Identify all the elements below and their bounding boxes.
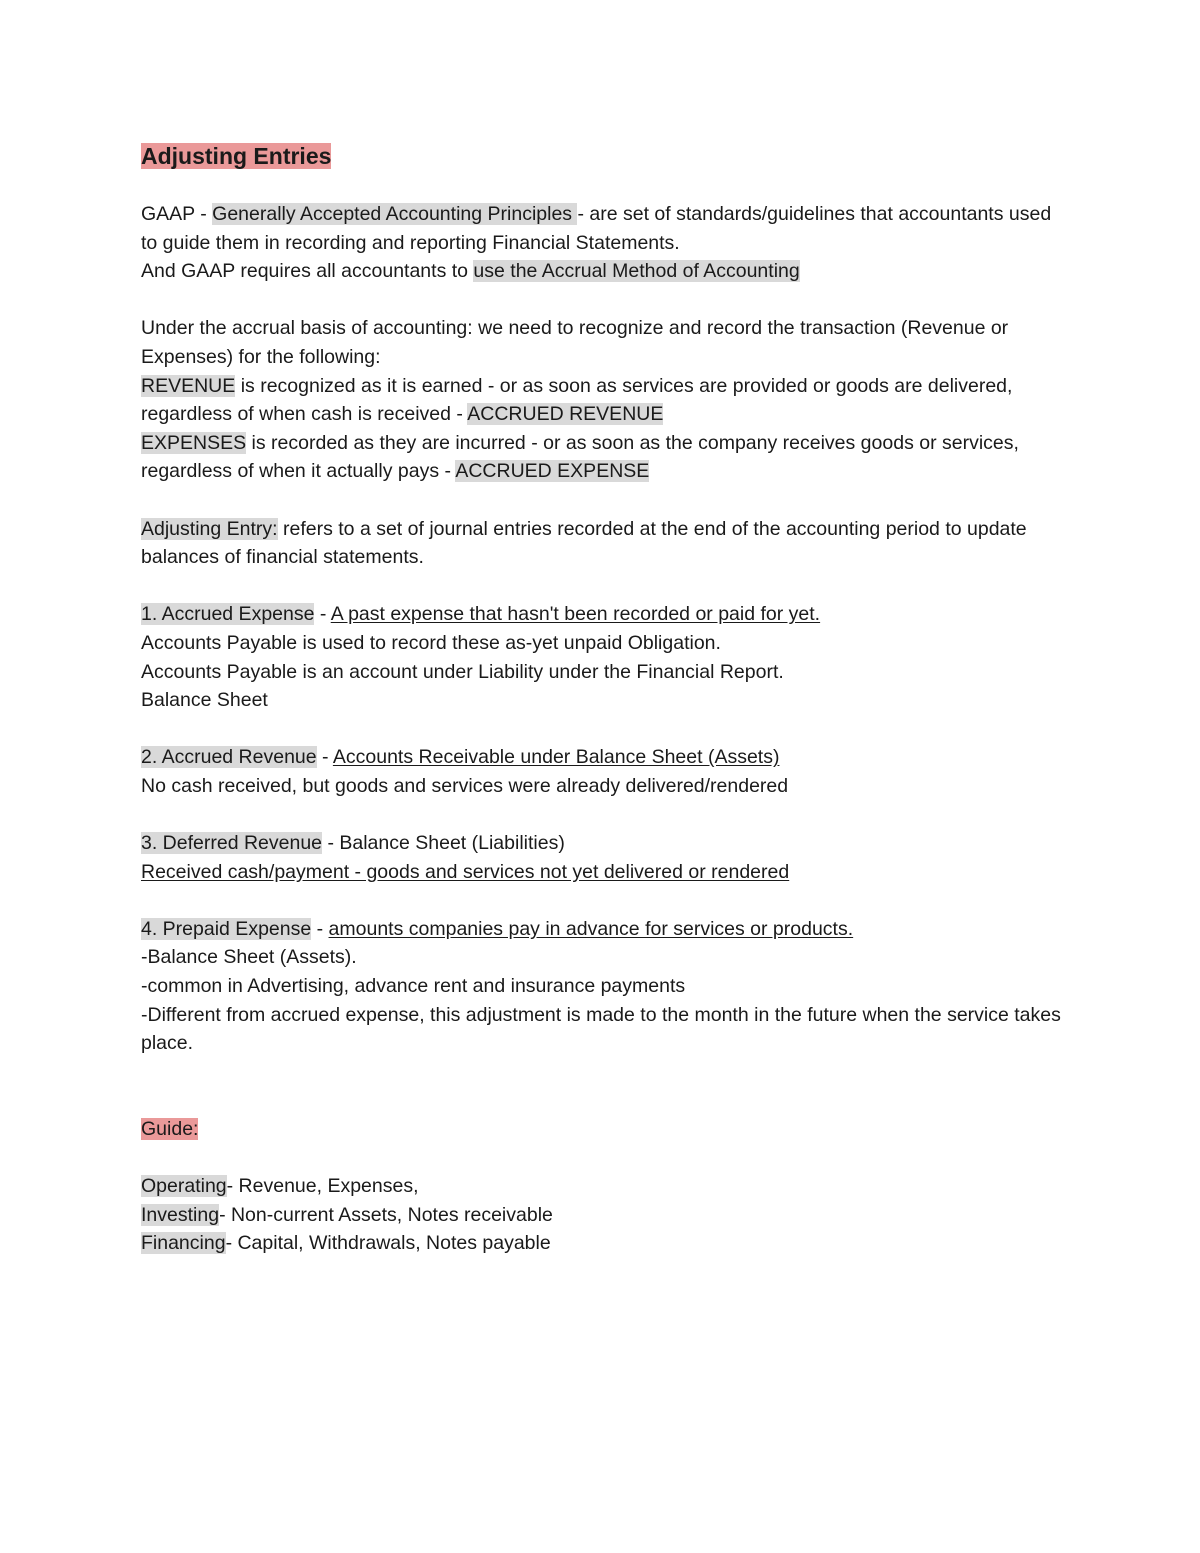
document-page xyxy=(141,140,1071,1258)
accrual-intro: Under the accrual basis of accounting: we need to recognize and record the transaction (Revenue or Expenses) for the following: xyxy=(141,317,1009,368)
item-line: -Different from accrued expense, this adjustment is made to the month in the future when the service takes place. xyxy=(141,1003,1061,1055)
guide-operating: Operating- Revenue, Expenses, xyxy=(141,1175,419,1198)
item-definition: Accounts Receivable under Balance Sheet (Assets) xyxy=(332,746,780,769)
item-line: Balance Sheet xyxy=(141,689,268,712)
item-line: -Balance Sheet (Assets). xyxy=(141,946,357,969)
gaap-definition: GAAP - Generally Accepted Accounting Principles - are set of standards/guidelines that accountants used to guide them in recording and reporting Financial Statements. xyxy=(141,203,1052,254)
item-definition: Balance Sheet (Liabilities) xyxy=(339,832,565,855)
accrual-method-highlight: use the Accrual Method of Accounting xyxy=(473,260,800,283)
gaap-term-highlight: Generally Accepted Accounting Principles xyxy=(212,203,578,225)
operating-highlight: Operating xyxy=(141,1175,227,1198)
item-prepaid-expense: 4. Prepaid Expense - amounts companies pay in advance for services or products. xyxy=(141,917,854,940)
revenue-highlight: REVENUE xyxy=(141,374,236,397)
guide-label: Guide: xyxy=(141,1118,199,1140)
adjusting-entry-label: Adjusting Entry: xyxy=(141,517,278,540)
item-line: -common in Advertising, advance rent and insurance payments xyxy=(141,975,686,998)
document-title xyxy=(141,140,1071,172)
accrued-expense-tag: ACCRUED EXPENSE xyxy=(455,460,650,483)
item-deferred-revenue: 3. Deferred Revenue - Balance Sheet (Liabilities) xyxy=(141,832,565,855)
gaap-requirement: And GAAP requires all accountants to use the Accrual Method of Accounting xyxy=(141,260,800,283)
revenue-rule: REVENUE is recognized as it is earned - or as soon as services are provided or goods are delivered, regardless of when cash is received - ACCRUED REVENUE xyxy=(141,374,1013,426)
item-underlined-line: Received cash/payment - goods and services not yet delivered or rendered xyxy=(141,860,790,883)
item-definition: A past expense that hasn't been recorded or paid for yet. xyxy=(330,603,821,626)
item-accrued-revenue: 2. Accrued Revenue - Accounts Receivable under Balance Sheet (Assets) xyxy=(141,746,780,769)
item-label: 3. Deferred Revenue xyxy=(141,832,323,855)
expense-rule: EXPENSES is recorded as they are incurred - or as soon as the company receives goods or services, regardless of when it actually pays - ACCRUED EXPENSE xyxy=(141,431,1019,483)
guide-financing: Financing- Capital, Withdrawals, Notes payable xyxy=(141,1232,551,1255)
item-accrued-expense: 1. Accrued Expense - A past expense that hasn't been recorded or paid for yet. xyxy=(141,603,821,626)
guide-heading xyxy=(141,1115,1071,1144)
expenses-highlight: EXPENSES xyxy=(141,431,247,454)
item-definition: amounts companies pay in advance for services or products. xyxy=(328,917,854,940)
item-label: 1. Accrued Expense xyxy=(141,603,315,626)
item-line xyxy=(141,858,1071,887)
item-line: Accounts Payable is an account under Liability under the Financial Report. xyxy=(141,660,784,683)
item-label: 4. Prepaid Expense xyxy=(141,917,312,940)
accrued-revenue-tag: ACCRUED REVENUE xyxy=(467,403,664,426)
guide-investing: Investing- Non-current Assets, Notes receivable xyxy=(141,1203,553,1226)
title-highlight: Adjusting Entries xyxy=(141,143,332,169)
item-label: 2. Accrued Revenue xyxy=(141,746,317,769)
adjusting-entry-definition: Adjusting Entry: refers to a set of journal entries recorded at the end of the accounting period to update balances of financial statements. xyxy=(141,517,1027,569)
item-line: No cash received, but goods and services were already delivered/rendered xyxy=(141,774,789,797)
financing-highlight: Financing xyxy=(141,1232,226,1255)
investing-highlight: Investing xyxy=(141,1203,220,1226)
item-line: Accounts Payable is used to record these as-yet unpaid Obligation. xyxy=(141,631,721,654)
